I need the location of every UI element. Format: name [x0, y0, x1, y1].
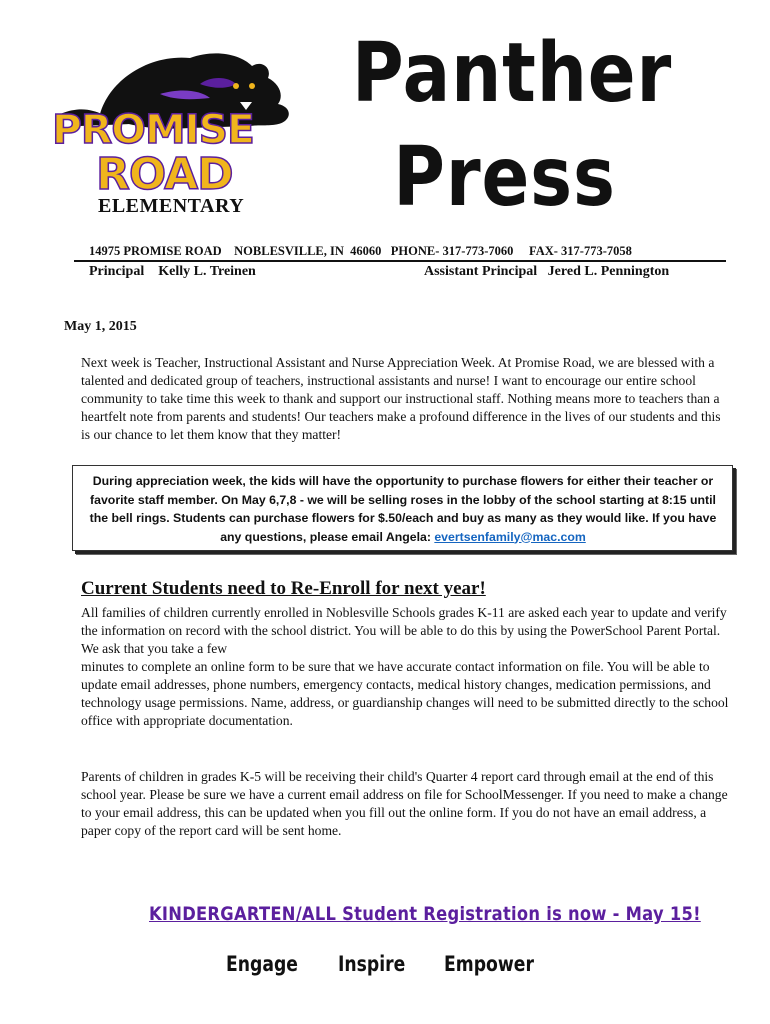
motto-engage: Engage	[226, 952, 298, 976]
header-divider	[74, 260, 726, 262]
city: NOBLESVILLE, IN 46060	[234, 244, 382, 258]
motto-empower: Empower	[444, 952, 534, 976]
logo-line2: ROAD	[96, 149, 233, 200]
reenroll-heading: Current Students need to Re-Enroll for next year!	[81, 578, 486, 599]
report-card-paragraph: Parents of children in grades K-5 will be receiving their child's Quarter 4 report card through email at the end of this school year. Please be sure we have a current email address on file for SchoolMessenger. If you need to make a change to your email address, this can be updated when you fill out the online form. If you do not have an email address, a paper copy of the report card will be sent home.	[81, 769, 728, 838]
assistant-principal-name: Assistant Principal Jered L. Pennington	[424, 264, 670, 279]
reenroll-paragraph	[81, 604, 729, 730]
principal-name: Principal Kelly L. Treinen	[89, 264, 256, 279]
callout-body: During appreciation week, the kids will have the opportunity to purchase flowers for either their teacher or favorite staff member. On May 6,7,8 - we will be selling roses in the lobby of the school starting at 8:15 until the bell rings. Students can purchase flowers for $.50/each and buy as many as they would like. If you have any questions, please email Angela:	[89, 474, 717, 544]
motto-inspire: Inspire	[338, 952, 406, 976]
callout-text	[89, 472, 717, 546]
school-logo	[40, 44, 325, 222]
flower-sale-callout	[72, 465, 733, 551]
logo-line1: PROMISE	[52, 107, 254, 153]
reenroll-paragraph-part1: All families of children currently enrolled in Noblesville Schools grades K-11 are asked each year to update and verify the information on record with the school district. You will be able to do this by using the PowerSchool Parent Portal. We ask that you take a few	[81, 605, 727, 656]
title-line2: Press	[393, 130, 616, 225]
title-line1: Panther	[352, 26, 673, 121]
logo-line3: ELEMENTARY	[98, 195, 245, 217]
email-link[interactable]: evertsenfamily@mac.com	[434, 529, 586, 544]
intro-paragraph: Next week is Teacher, Instructional Assistant and Nurse Appreciation Week. At Promise Road, we are blessed with a talented and dedicated group of teachers, instructional assistants and nurse! I want to encourage our entire school community to take time this week to thank and support our instructional staff. Nothing means more to teachers than a heartfelt note from parents and students! Our teachers make a profound difference in the lives of our students and this is our chance to let them know that they matter!	[81, 355, 721, 442]
newsletter-title	[352, 22, 673, 230]
contact-info	[89, 244, 632, 259]
registration-banner: KINDERGARTEN/ALL Student Registration is now - May 15!	[149, 903, 701, 925]
reenroll-paragraph-part2: minutes to complete an online form to be sure that we have accurate contact information on file. You will be able to update email addresses, phone numbers, emergency contacts, medical history changes, medication permissions, and technology usage permissions. Name, address, or guardianship changes will need to be submitted directly to the school office with appropriate documentation.	[81, 659, 729, 728]
issue-date: May 1, 2015	[64, 319, 137, 334]
phone: PHONE- 317-773-7060	[390, 244, 514, 258]
fax: FAX- 317-773-7058	[528, 244, 632, 258]
address: 14975 PROMISE ROAD	[89, 244, 222, 258]
